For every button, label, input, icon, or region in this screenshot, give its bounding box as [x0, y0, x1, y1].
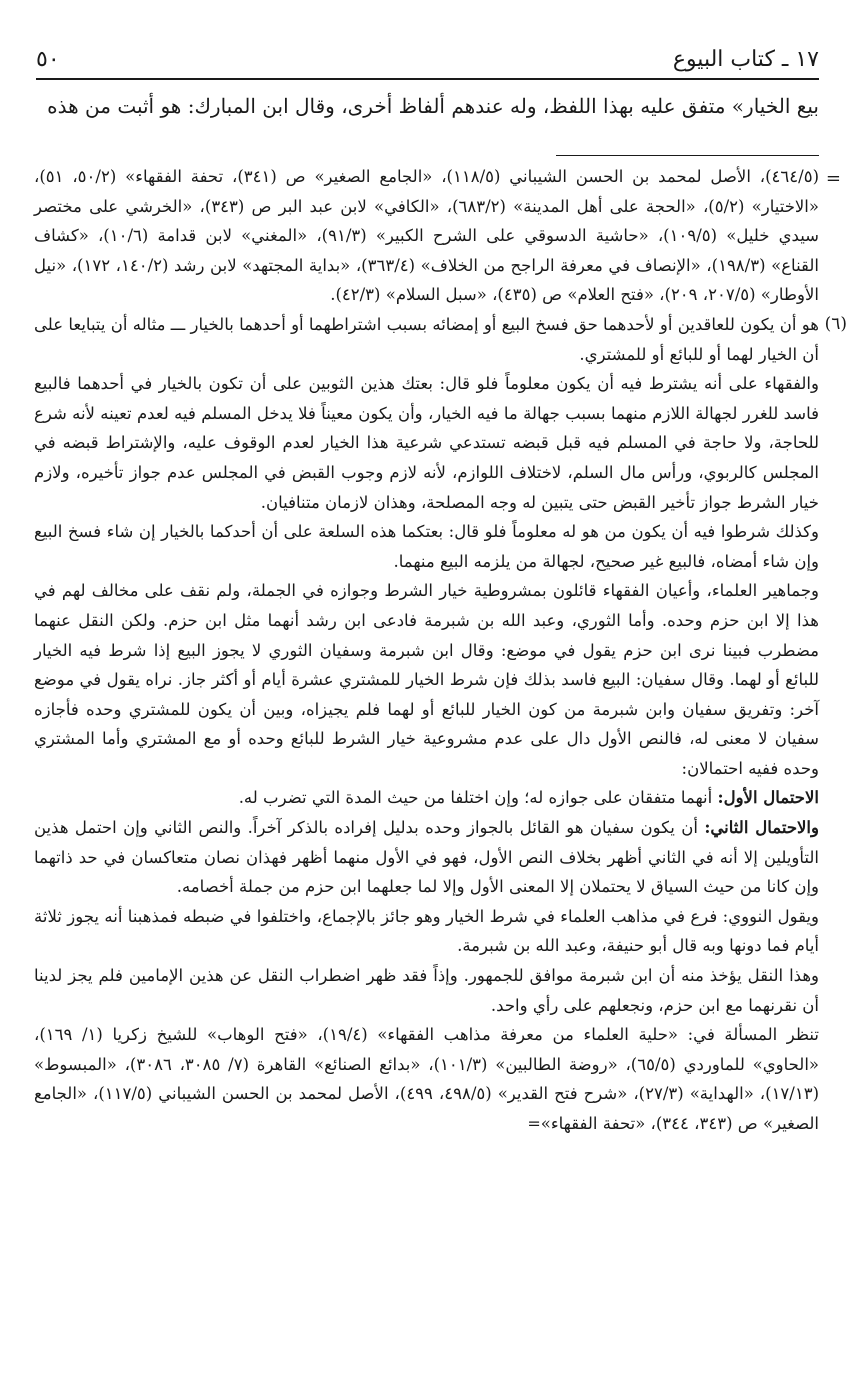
main-text: بيع الخيار» متفق عليه بهذا اللفظ، وله عندهم ألفاظ أخرى، وقال ابن المبارك: هو أثبت من هذه [47, 94, 819, 118]
footnote-paragraph [34, 783, 819, 813]
footnote-paragraph: وهذا النقل يؤخذ منه أن ابن شبرمة موافق للجمهور. وإذاً فقد ظهر اضطراب النقل عن هذين الإمامين فلم يجز لدينا أن نقرنهما مع ابن حزم، ونجعلهم على رأي واحد. [34, 966, 819, 1015]
footnote-5-continued: (٤٦٤/٥)، الأصل لمحمد بن الحسن الشيباني (١١٨/٥)، «الجامع الصغير» ص (٣٤١)، تحفة الفقهاء» (٥٠/٢، ٥١)، «الاختيار» (٥/٢)، «الحجة على أهل المدينة» (٦٨٣/٢)، «الكافي» لابن عبد البر ص (٣٤٣)، «الخرشي على مختصر سيدي خليل» (١٠٩/٥)، «حاشية الدسوقي على الشرح الكبير» (٩١/٣)، «المغني» لابن قدامة (١٠/٦)، «كشاف القناع» (١٩٨/٣)، «الإنصاف في معرفة الراجح من الخلاف» (٣٦٣/٤)، «بداية المجتهد» لابن رشد (١٤٠/٢، ١٧٢)، «نيل الأوطار» (٢٠٧/٥، ٢٠٩)، «فتح العلام» ص (٤٣٥)، «سبل السلام» (٤٢/٣). [34, 167, 820, 305]
footnote-6 [34, 310, 847, 369]
paragraph-text: أنهما متفقان على جوازه له؛ وإن اختلفا من حيث المدة التي تضرب له. [238, 788, 718, 808]
footnote-separator [556, 155, 819, 156]
end-continuation-mark: = [527, 1114, 541, 1133]
footnote-paragraph: ويقول النووي: فرع في مذاهب العلماء في شرط الخيار وهو جائز بالإجماع، واختلفوا في ضبطه فمذهبنا أنه يجوز ثلاثة أيام فما دونها وبه قال أبو حنيفة، وعبد الله بن شبرمة. [34, 906, 819, 956]
footnote-paragraph: وجماهير العلماء، وأعيان الفقهاء قائلون بمشروطية خيار الشرط وجوازه في الجملة، ولم نقف على مخالف لهم في هذا إلا ابن حزم وحده. وأما الثوري، وعبد الله بن شبرمة فادعى ابن رشد أنهما مثل ابن حزم. ولكن النقل عنهما مضطرب فبينا نرى ابن حزم يقول في موضع: وقال ابن شبرمة وسفيان الثوري لا يجوز البيع إذا شرط فيه الخيار للبائع أو لهما. وقال سفيان: البيع فاسد بذلك فإن شرط الخيار للمشتري عشرة أيام أو أكثر جاز. نراه يقول في موضع آخر: وتفريق سفيان وابن شبرمة من كون الخيار للبائع أو لهما فلم يجيزاه، وبين أن يكون للمشتري وحده فأجازه سفيان لا معنى له، فالنص الأول دال على عدم مشروعية خيار الشرط للبائع وحده أو مع المشتري وأما المشتري وحده ففيه احتمالان: [34, 581, 819, 778]
footnote-paragraph: والفقهاء على أنه يشترط فيه أن يكون معلوماً فلو قال: بعتك هذين الثوبين على أن تكون بالخيار في أحدهما فالبيع فاسد للغرر لجهالة اللازم منهما بسبب جهالة ما فيه الخيار، وأن يكون معيناً فلا يدخل المسلم فيه لعدم تعينه لأنه شرع للحاجة، ولا حاجة في المسلم فيه قبل قبضه تستدعي شرعية هذا الخيار لعدم الوقوف عليه، والإشتراط قبضه في المجلس كالربوي، ورأس مال السلم، لاختلاف اللوازم، لأنه لازم وجوب القبض في المجلس عدم جواز تأخيره، ولازم خيار الشرط جواز تأخير القبض حتى يتبين له وجه المصلحة، وهذان لازمان متنافيان. [34, 374, 819, 512]
paragraph-text: تنظر المسألة في: «حلية العلماء من معرفة مذاهب الفقهاء» (١٩/٤)، «فتح الوهاب» للشيخ زكريا (١/ ١٦٩)، «الحاوي» للماوردي (٦٥/٥)، «روضة الطالبين» (١٠١/٣)، «بدائع الصنائع» القاهرة (٧/ ٣٠٨٥، ٣٠٨٦)، «المبسوط» (١٧/١٣)، «الهداية» (٢٧/٣)، «شرح فتح القدير» (٤٩٨/٥، ٤٩٩)، الأصل لمحمد بن الحسن الشيباني (١١٧/٥)، «الجامع الصغير» ص (٣٤٣، ٣٤٤)، «تحفة الفقهاء» [34, 1025, 820, 1133]
footnotes [34, 162, 847, 1315]
continuation-mark: = [825, 168, 841, 189]
footnote-number: (٦) [824, 313, 847, 334]
bold-label: الاحتمال الأول: [717, 788, 819, 808]
footnote-paragraph [34, 1020, 819, 1138]
page-number: ٥٠ [36, 46, 60, 72]
running-title: ١٧ ـ كتاب البيوع [672, 46, 819, 72]
bold-label: والاحتمال الثاني: [704, 818, 819, 838]
footnote-6-definition: هو أن يكون للعاقدين أو لأحدهما حق فسخ البيع أو إمضائه بسبب اشتراطهما أو أحدهما بالخيار ـــ مثاله أن يتبايعا على أن الخيار لهما أو للبائع أو للمشتري. [34, 314, 819, 364]
page-header [36, 40, 819, 80]
paragraph-text: أن يكون سفيان هو القائل بالجواز وحده بدليل إفراده بالذكر آخراً. والنص الثاني وإن احتمل هذين التأويلين إلا أنه في الثاني أظهر بخلاف النص الأول، فهو في الأول منهما أظهر فهذان نصان متعاكسان في حد ذاتهما وإن كانا من حيث السياق لا يحتملان إلا المعنى الأول وإلا لما جعلهما ابن حزم من جملة أخصامه. [34, 818, 819, 897]
footnote-paragraph: وكذلك شرطوا فيه أن يكون من هو له معلوماً فلو قال: بعتكما هذه السلعة على أن أحدكما بالخيار إن شاء فسخ البيع وإن شاء أمضاه، فالبيع غير صحيح، لجهالة من يلزمه البيع منهما. [34, 522, 819, 571]
footnote-paragraph [34, 813, 819, 902]
